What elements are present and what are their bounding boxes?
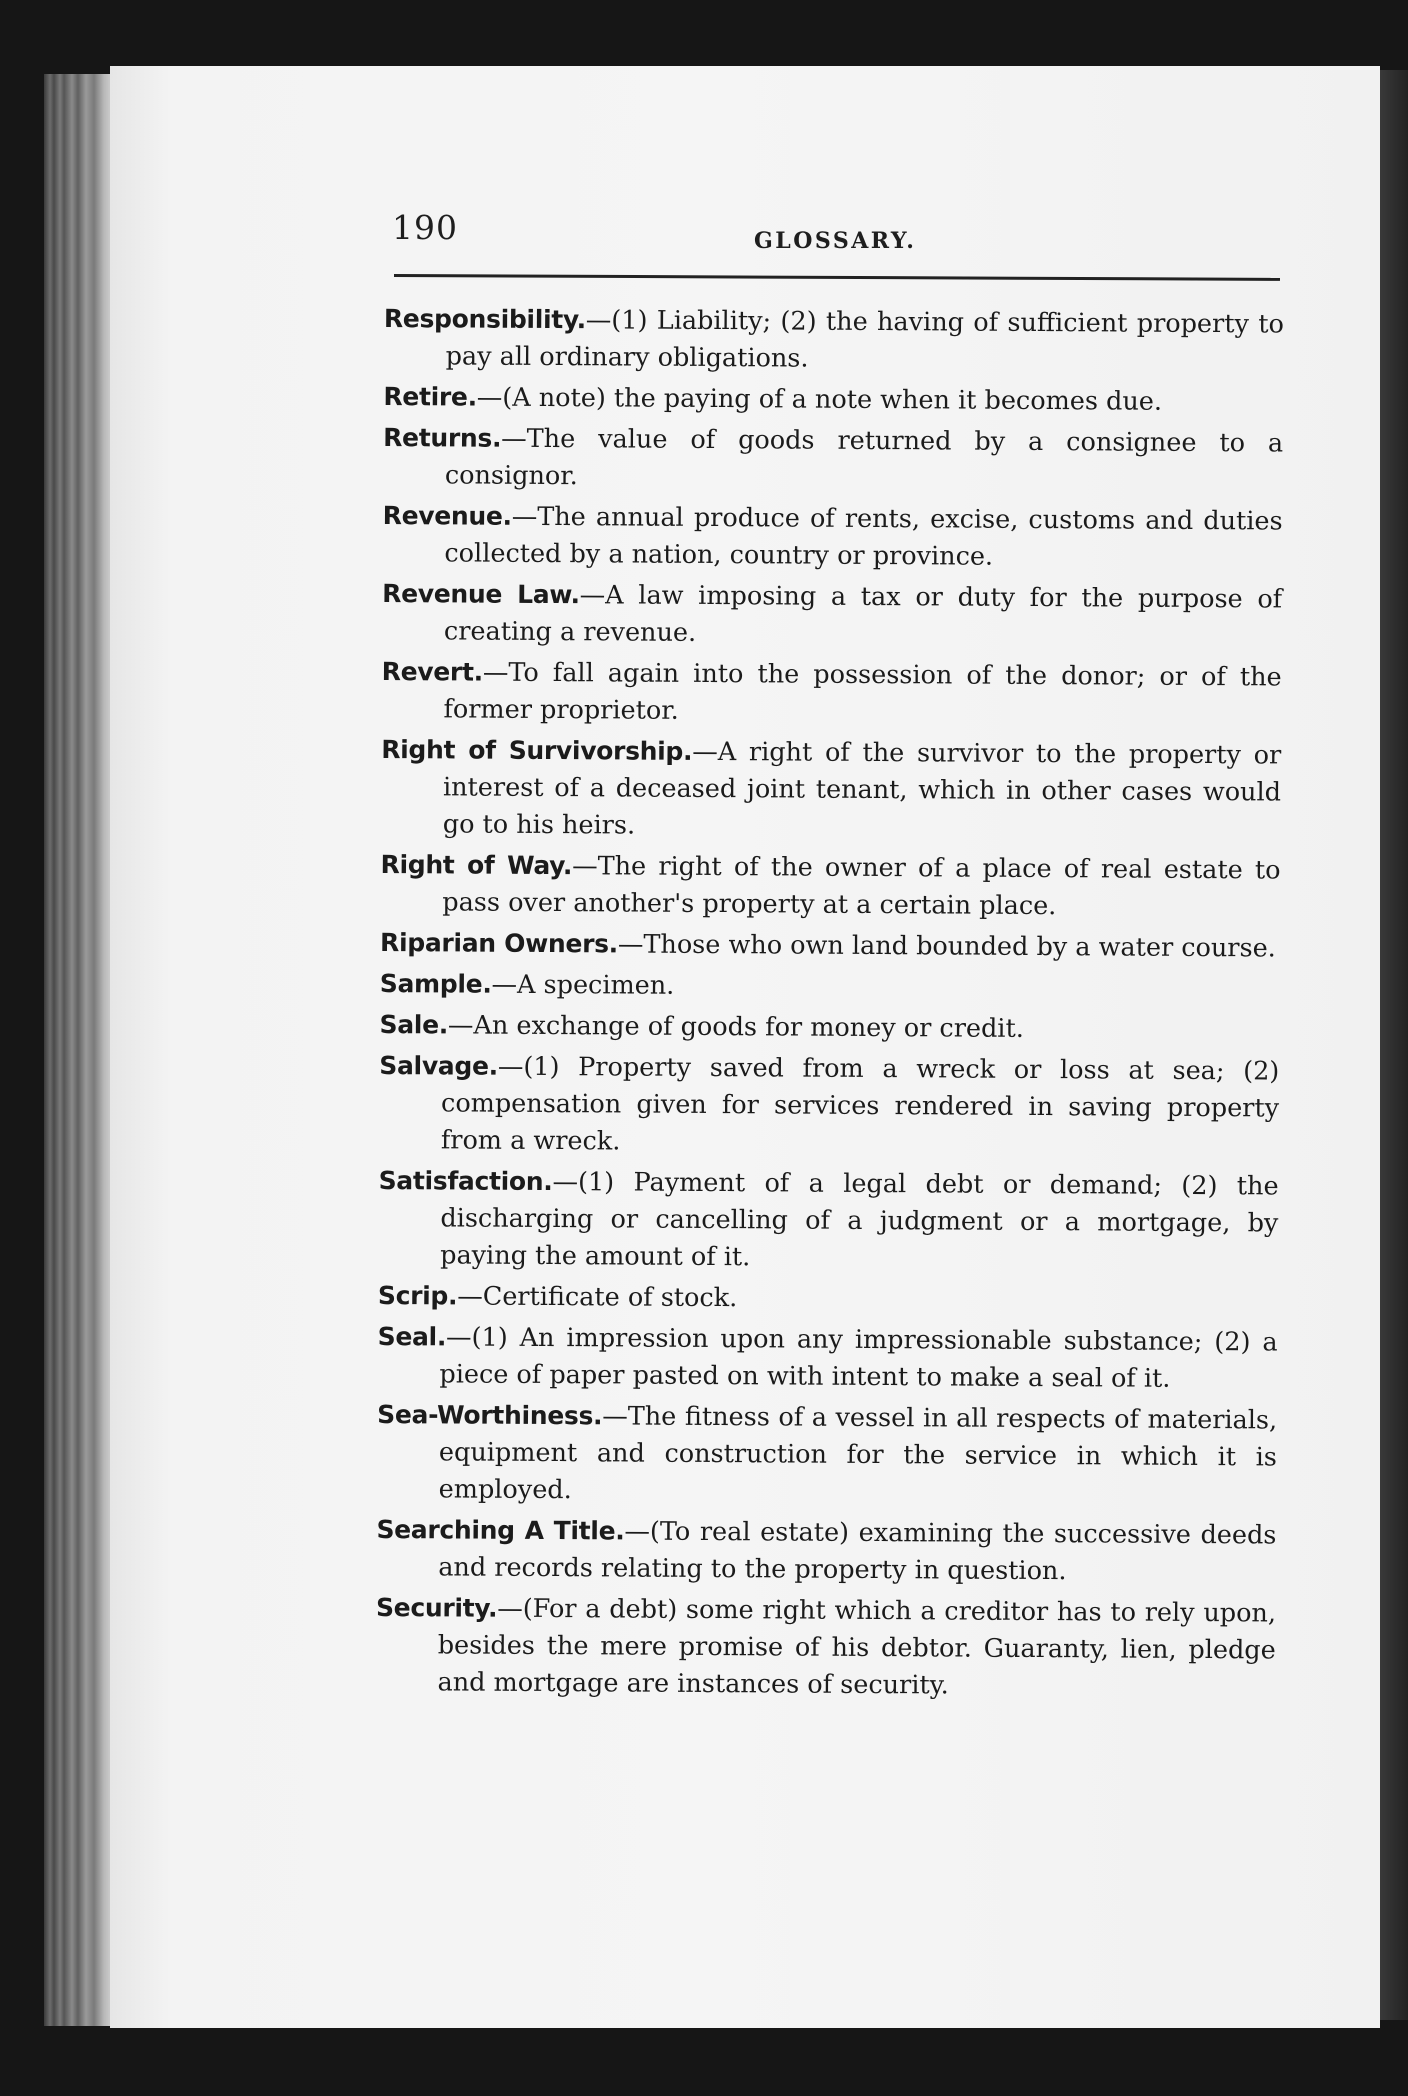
entry-term: Revenue Law. (382, 578, 580, 610)
entry-term: Revenue. (382, 500, 512, 531)
entry-term: Right of Survivorship. (381, 734, 693, 766)
glossary-entry (381, 653, 1281, 733)
glossary-entry (377, 1396, 1278, 1513)
entry-term: Sample. (379, 968, 492, 999)
glossary-entry (382, 575, 1282, 655)
entry-term: Returns. (383, 422, 502, 453)
entry-term: Right of Way. (380, 849, 573, 881)
page-number: 190 (392, 208, 458, 247)
entry-definition: —The value of goods returned by a consignee to a consignor. (444, 423, 1284, 492)
glossary-entry (375, 1589, 1276, 1706)
entry-definition: —(1) Property saved from a wreck or loss at sea; (2) compensation given for services rendered in saving property from a wreck. (440, 1051, 1280, 1157)
entry-definition: —Those who own land bounded by a water course. (617, 929, 1276, 964)
entry-definition: —An exchange of goods for money or credit. (447, 1010, 1024, 1044)
glossary-entry (377, 1318, 1277, 1398)
entry-definition: —A specimen. (491, 969, 675, 1001)
entry-term: Sale. (379, 1009, 449, 1040)
entry-term: Seal. (377, 1321, 447, 1352)
glossary-entries (375, 300, 1284, 1709)
binding-shadow (1378, 70, 1408, 2020)
glossary-entry (378, 1277, 1278, 1320)
glossary-entry (380, 846, 1280, 926)
entry-term: Security. (375, 1592, 498, 1623)
entry-term: Searching A Title. (376, 1514, 625, 1546)
entry-definition: —(For a debt) some right which a creditor has to rely upon, besides the mere promise of his debtor. Guaranty, lien, pledge and mortgage are instances of security. (437, 1593, 1277, 1701)
entry-definition: —(To real estate) examining the successive deeds and records relating to the property in question. (438, 1516, 1277, 1587)
glossary-entry (380, 924, 1280, 967)
entry-term: Revert. (381, 656, 483, 687)
glossary-entry (380, 965, 1280, 1008)
entry-definition: —A right of the survivor to the property or interest of a deceased joint tenant, which in other cases would go to his heirs. (442, 736, 1282, 841)
entry-term: Retire. (383, 381, 477, 412)
glossary-entry (381, 731, 1282, 848)
entry-term: Salvage. (379, 1050, 498, 1081)
entry-definition: —(A note) the paying of a note when it becomes due. (476, 382, 1163, 417)
glossary-entry (383, 378, 1283, 421)
entry-term: Sea-Worthiness. (377, 1399, 603, 1431)
page-edges (44, 74, 116, 2026)
entry-term: Scrip. (377, 1280, 458, 1311)
entry-definition: —The right of the owner of a place of real estate to pass over another's property at a certain place. (442, 851, 1281, 922)
glossary-entry (378, 1162, 1279, 1279)
entry-definition: —(1) An impression upon any impressionable substance; (2) a piece of paper pasted on with intent to make a seal of it. (439, 1322, 1278, 1394)
running-head (392, 200, 1282, 260)
entry-term: Riparian Owners. (379, 927, 619, 959)
entry-term: Satisfaction. (378, 1165, 553, 1197)
header-title: GLOSSARY. (754, 228, 917, 254)
entry-definition: —Certificate of stock. (457, 1281, 738, 1314)
glossary-entry (376, 1511, 1276, 1591)
glossary-entry (384, 300, 1284, 380)
entry-definition: —A law imposing a tax or duty for the purpose of creating a revenue. (443, 580, 1283, 648)
glossary-entry (379, 1047, 1280, 1164)
glossary-entry (383, 419, 1283, 499)
entry-definition: —To fall again into the possession of the donor; or of the former proprietor. (443, 657, 1282, 726)
entry-definition: —The annual produce of rents, excise, customs and duties collected by a nation, country or province. (444, 501, 1283, 572)
entry-term: Responsibility. (383, 303, 586, 335)
glossary-entry (379, 1006, 1279, 1049)
glossary-entry (382, 497, 1282, 577)
entry-definition: —(1) Liability; (2) the having of sufficient property to pay all ordinary obligations. (445, 305, 1284, 374)
entry-definition: —(1) Payment of a legal debt or demand; (2) the discharging or cancelling of a judgment or a mortgage, by paying the amount of it. (440, 1167, 1279, 1273)
entry-definition: —The fitness of a vessel in all respects of materials, equipment and construction for the service in which it is employed. (438, 1401, 1278, 1506)
